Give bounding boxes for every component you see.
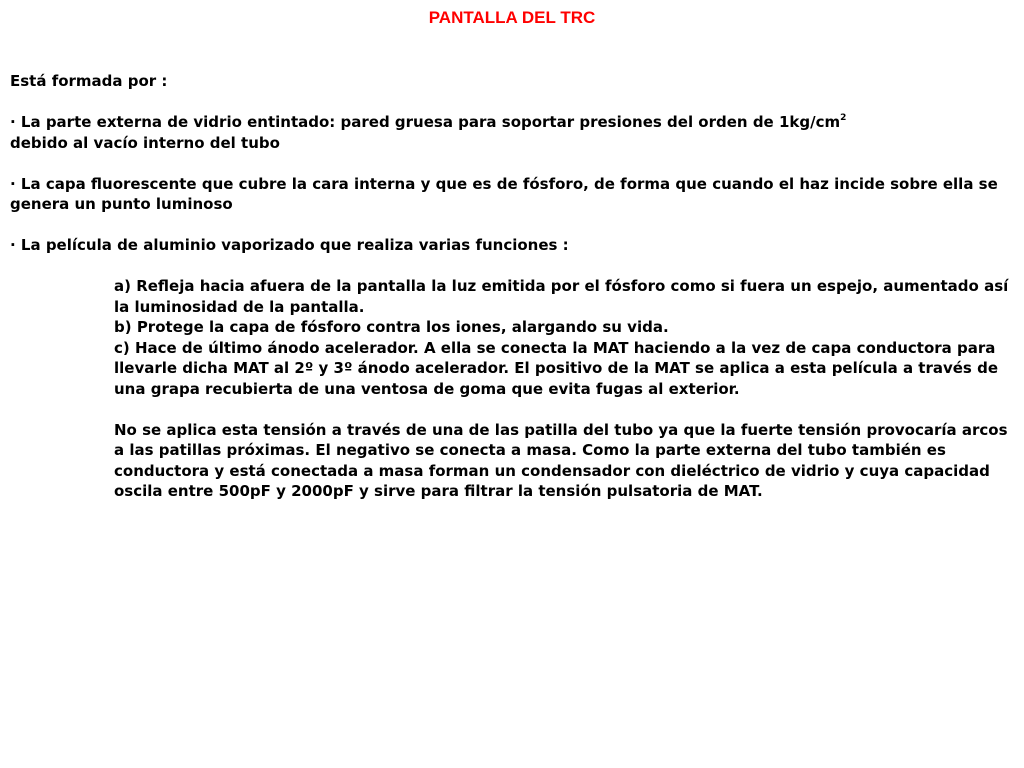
list-item-b: b) Protege la capa de fósforo contra los iones, alargando su vida. (114, 318, 669, 336)
spacer (10, 153, 1010, 174)
bullet-fluorescent-layer: · La capa fluorescente que cubre la cara interna y que es de fósforo, de forma que cuando el haz incide sobre ella se genera un punto luminoso (10, 174, 998, 213)
bullet-aluminium-film: · La película de aluminio vaporizado que realiza varias funciones : (10, 236, 569, 254)
slide-body (10, 71, 1010, 502)
spacer (10, 256, 1010, 277)
bullet-outer-glass-continuation: debido al vacío interno del tubo (10, 133, 280, 152)
superscript-two: 2 (840, 113, 847, 123)
closing-paragraph: No se aplica esta tensión a través de una de las patilla del tubo ya que la fuerte tensión provocaría arcos a las patillas próximas. El negativo se conecta a masa. Como la parte externa del tubo también es conductora y está conectada a masa forman un condensador con dieléctrico de vidrio y cuya capacidad oscila entre 500pF y 2000pF y sirve para filtrar la tensión pulsatoria de MAT. (114, 420, 1008, 500)
list-item-a: a) Refleja hacia afuera de la pantalla la luz emitida por el fósforo como si fuera un espejo, aumentado así la luminosidad de la pantalla. (114, 277, 1009, 316)
spacer (10, 92, 1010, 113)
bullet-outer-glass (10, 112, 1010, 153)
spacer (10, 215, 1010, 236)
bullet-outer-glass-text: · La parte externa de vidrio entintado: pared gruesa para soportar presiones del orden de 1kg/cm (10, 113, 841, 131)
list-item-c: c) Hace de último ánodo acelerador. A ella se conecta la MAT haciendo a la vez de capa conductora para llevarle dicha MAT al 2º y 3º ánodo acelerador. El positivo de la MAT se aplica a esta película a través de una grapa recubierta de una ventosa de goma que evita fugas al exterior. (114, 338, 998, 398)
slide-title: PANTALLA DEL TRC (428, 8, 596, 27)
intro-text: Está formada por : (10, 72, 168, 90)
spacer (10, 399, 1010, 420)
